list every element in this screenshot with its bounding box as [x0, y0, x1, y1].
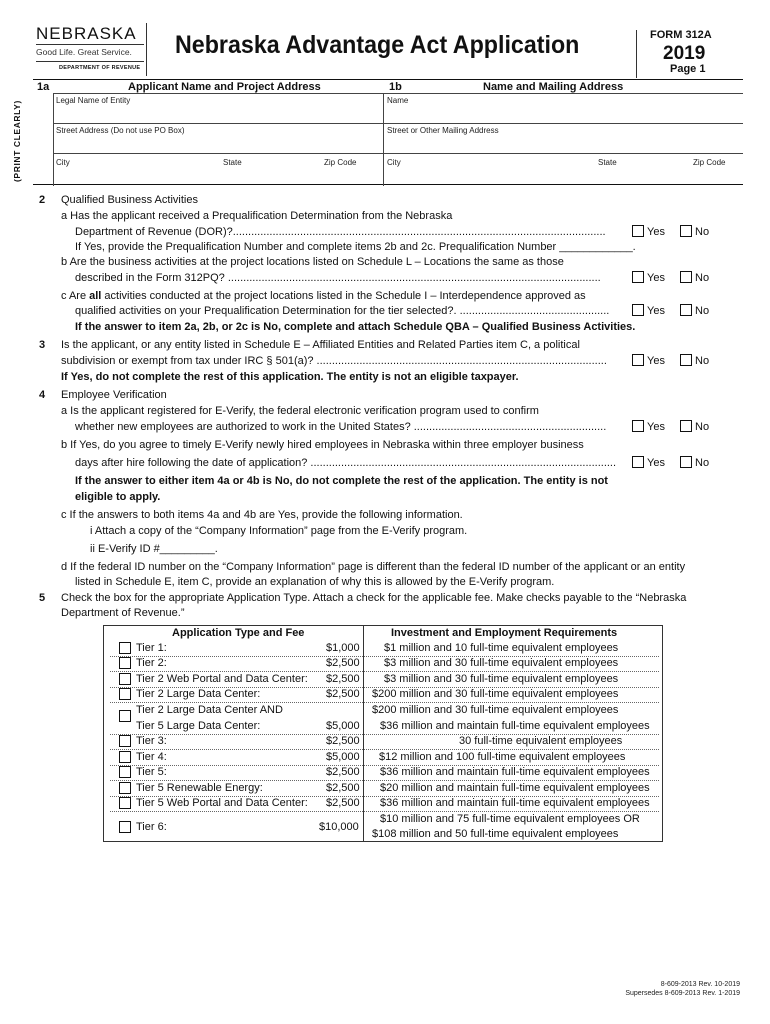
form-revision [625, 980, 740, 998]
table-row-fee: $2,500 [326, 797, 360, 809]
logo-tagline: Good Life. Great Service. [36, 47, 132, 57]
item-2-title: Qualified Business Activities [61, 194, 198, 206]
item-3-question: subdivision or exempt from tax under IRC § 501(a)? ............................................................................................... [61, 355, 607, 367]
tier-2-and-tier-5-large-data-center-checkbox[interactable] [119, 710, 131, 722]
item-2a-followup: If Yes, provide the Prequalification Number and complete items 2b and 2c. Prequalification Number ____________. [75, 241, 636, 253]
table-row-requirement: $20 million and maintain full-time equivalent employees [380, 782, 650, 794]
legal-name-field[interactable]: Legal Name of Entity [56, 96, 131, 105]
item-2c-question: c Are all activities conducted at the project locations listed in the Schedule I – Interdependence approved as [61, 290, 586, 302]
item-4a-question: a Is the applicant registered for E-Verify, the federal electronic verification program used to confirm [61, 405, 539, 417]
table-row-type: Tier 2 Large Data Center: [136, 688, 261, 700]
page-title: Nebraska Advantage Act Application [175, 31, 580, 59]
logo-divider [36, 61, 144, 62]
item-4c-i-text: i Attach a copy of the “Company Information” page from the E-Verify program. [90, 525, 468, 537]
yes-label: Yes [647, 355, 665, 367]
item-4d-text: listed in Schedule E, item C, provide an explanation of why this is allowed by the E-Verify program. [75, 576, 555, 588]
table-row-requirement: $12 million and 100 full-time equivalent employees [379, 751, 626, 763]
city-field[interactable]: City [56, 158, 70, 167]
mailing-name-field[interactable]: Name [387, 96, 409, 105]
item-4b-no-checkbox[interactable] [680, 456, 692, 468]
print-clearly-label: (PRINT CLEARLY) [12, 100, 22, 182]
table-row-fee: $2,500 [326, 766, 360, 778]
no-label: No [695, 305, 710, 317]
logo-divider [36, 44, 144, 45]
item-4-title: Employee Verification [61, 389, 167, 401]
yes-label: Yes [647, 272, 665, 284]
item-4a-question: whether new employees are authorized to work in the United States? ............................................................... [75, 421, 607, 433]
tier-2-web-portal-checkbox[interactable] [119, 673, 131, 685]
item-2a-no-checkbox[interactable] [680, 225, 692, 237]
table-row-requirement: 30 full-time equivalent employees [459, 735, 623, 747]
table-row-requirement: $10 million and 75 full-time equivalent employees OR [380, 813, 640, 825]
table-row-type: Tier 5: [136, 766, 167, 778]
table-row-requirement: $200 million and 30 full-time equivalent employees [372, 704, 619, 716]
item-4b-yes-checkbox[interactable] [632, 456, 644, 468]
mailing-state-field[interactable]: State [598, 158, 617, 167]
item-3-question: Is the applicant, or any entity listed in Schedule E – Affiliated Entities and Related Parties item C, a political [61, 339, 580, 351]
table-header-type: Application Type and Fee [172, 627, 305, 639]
application-type-table [103, 625, 663, 842]
item-4b-question: days after hire following the date of application? .................................................................................................... [75, 457, 617, 469]
table-row-fee: $10,000 [319, 821, 359, 833]
tier-5-web-portal-checkbox[interactable] [119, 797, 131, 809]
table-row-fee: $5,000 [326, 751, 360, 763]
tier-3-checkbox[interactable] [119, 735, 131, 747]
yes-label: Yes [647, 226, 665, 238]
tier-5-checkbox[interactable] [119, 766, 131, 778]
item-5-number: 5 [39, 592, 46, 604]
no-label: No [695, 226, 710, 238]
form-number: FORM 312A [650, 29, 712, 41]
zip-code-field[interactable]: Zip Code [324, 158, 357, 167]
supersedes-note: Supersedes 8-609-2013 Rev. 1-2019 [625, 990, 740, 997]
tier-2-checkbox[interactable] [119, 657, 131, 669]
item-2b-question: described in the Form 312PQ? .......................................................................................................................... [75, 272, 601, 284]
item-3-no-checkbox[interactable] [680, 354, 692, 366]
table-row-requirement: $36 million and maintain full-time equivalent employees [380, 797, 650, 809]
table-row-requirement: $1 million and 10 full-time equivalent employees [384, 642, 619, 654]
yes-label: Yes [647, 421, 665, 433]
section-1b-title: Name and Mailing Address [483, 81, 624, 93]
table-row-type: Tier 5 Large Data Center: [136, 720, 261, 732]
no-label: No [695, 272, 710, 284]
table-row-type: Tier 2: [136, 657, 167, 669]
tier-6-checkbox[interactable] [119, 821, 131, 833]
item-2a-yes-checkbox[interactable] [632, 225, 644, 237]
item-4a-yes-checkbox[interactable] [632, 420, 644, 432]
page-number: Page 1 [670, 63, 706, 75]
address-grid [33, 79, 743, 185]
table-row-type: Tier 2 Web Portal and Data Center: [136, 673, 308, 685]
table-row-type: Tier 4: [136, 751, 167, 763]
table-row-fee: $2,500 [326, 673, 360, 685]
item-2b-no-checkbox[interactable] [680, 271, 692, 283]
table-row-fee: $2,500 [326, 657, 360, 669]
table-row-type: Tier 2 Large Data Center AND [136, 704, 283, 716]
section-1a-number: 1a [37, 81, 50, 93]
table-row-requirement: $36 million and maintain full-time equivalent employees [380, 720, 650, 732]
mailing-city-field[interactable]: City [387, 158, 401, 167]
table-row-requirement: $3 million and 30 full-time equivalent employees [384, 673, 619, 685]
item-4-number: 4 [39, 389, 46, 401]
tier-5-renewable-energy-checkbox[interactable] [119, 782, 131, 794]
section-1a-title: Applicant Name and Project Address [128, 81, 321, 93]
table-row-requirement: $108 million and 50 full-time equivalent employees [372, 828, 619, 840]
item-3-number: 3 [39, 339, 46, 351]
item-2a-question: a Has the applicant received a Prequalification Determination from the Nebraska [61, 210, 453, 222]
item-2c-yes-checkbox[interactable] [632, 304, 644, 316]
table-row-requirement: $36 million and maintain full-time equivalent employees [380, 766, 650, 778]
item-2a-question: Department of Revenue (DOR)?.......................................................................................................................... [75, 226, 606, 238]
table-row-requirement: $200 million and 30 full-time equivalent employees [372, 688, 619, 700]
item-5-text: Check the box for the appropriate Application Type. Attach a check for the applicable fee. Make checks payable to the “Nebraska [61, 592, 687, 604]
tier-4-checkbox[interactable] [119, 751, 131, 763]
item-2b-yes-checkbox[interactable] [632, 271, 644, 283]
tier-2-large-data-center-checkbox[interactable] [119, 688, 131, 700]
header-divider [146, 23, 147, 76]
mailing-zip-field[interactable]: Zip Code [693, 158, 726, 167]
street-address-field[interactable]: Street Address (Do not use PO Box) [56, 126, 185, 135]
state-field[interactable]: State [223, 158, 242, 167]
item-2c-no-checkbox[interactable] [680, 304, 692, 316]
section-1b-number: 1b [389, 81, 402, 93]
item-4a-no-checkbox[interactable] [680, 420, 692, 432]
table-row-type: Tier 1: [136, 642, 167, 654]
item-3-instruction: If Yes, do not complete the rest of this application. The entity is not an eligible taxpayer. [61, 371, 519, 383]
logo-wordmark: NEBRASKA [36, 24, 137, 43]
table-row-fee: $2,500 [326, 688, 360, 700]
tier-1-checkbox[interactable] [119, 642, 131, 654]
item-4-instruction: If the answer to either item 4a or 4b is No, do not complete the rest of the application. The entity is not [75, 475, 608, 487]
mailing-street-field[interactable]: Street or Other Mailing Address [387, 126, 499, 135]
item-2b-question: b Are the business activities at the project locations listed on Schedule L – Locations the same as those [61, 256, 564, 268]
table-row-fee: $2,500 [326, 735, 360, 747]
table-row-type: Tier 5 Web Portal and Data Center: [136, 797, 308, 809]
item-4c-text: c If the answers to both items 4a and 4b are Yes, provide the following information. [61, 509, 463, 521]
table-row-type: Tier 6: [136, 821, 167, 833]
revision-number: 8-609-2013 Rev. 10-2019 [660, 981, 740, 988]
no-label: No [695, 421, 710, 433]
header-divider [636, 30, 637, 78]
table-row-fee: $1,000 [326, 642, 360, 654]
item-4c-ii-field[interactable]: ii E-Verify ID #_________. [90, 543, 218, 555]
item-2-number: 2 [39, 194, 46, 206]
item-4-instruction: eligible to apply. [75, 491, 161, 503]
table-row-type: Tier 5 Renewable Energy: [136, 782, 263, 794]
form-year: 2019 [663, 43, 706, 64]
table-header-requirements: Investment and Employment Requirements [391, 627, 618, 639]
item-4b-question: b If Yes, do you agree to timely E-Verify newly hired employees in Nebraska within three employer business [61, 439, 584, 451]
yes-label: Yes [647, 305, 665, 317]
item-5-text: Department of Revenue.” [61, 607, 185, 619]
yes-label: Yes [647, 457, 665, 469]
no-label: No [695, 355, 710, 367]
logo-department: DEPARTMENT OF REVENUE [59, 65, 141, 71]
item-2c-question: qualified activities on your Prequalification Determination for the tier selected?. ................................................. [75, 305, 610, 317]
item-4d-text: d If the federal ID number on the “Company Information” page is different than the federal ID number of the applicant or an entity [61, 561, 686, 573]
item-2-instruction: If the answer to item 2a, 2b, or 2c is No, complete and attach Schedule QBA – Qualified Business Activities. [75, 321, 636, 333]
table-row-requirement: $3 million and 30 full-time equivalent employees [384, 657, 619, 669]
table-row-fee: $2,500 [326, 782, 360, 794]
item-3-yes-checkbox[interactable] [632, 354, 644, 366]
no-label: No [695, 457, 710, 469]
table-row-fee: $5,000 [326, 720, 360, 732]
table-row-type: Tier 3: [136, 735, 167, 747]
